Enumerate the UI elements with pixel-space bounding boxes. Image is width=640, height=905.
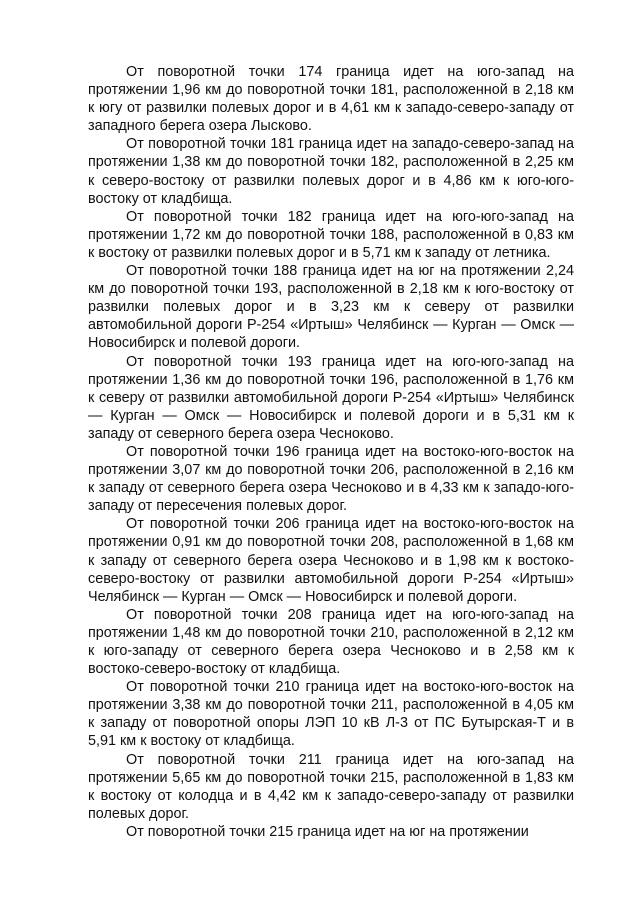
paragraph: От поворотной точки 196 граница идет на востоко-юго-восток на протяжении 3,07 км до поворотной точки 206, расположенной в 2,16 км к западу от северного берега озера Чесноково и в 4,33 км к западо-юго-западу от пересечения полевых дорог.	[88, 443, 574, 515]
paragraph: От поворотной точки 210 граница идет на востоко-юго-восток на протяжении 3,38 км до поворотной точки 211, расположенной в 4,05 км к западу от поворотной опоры ЛЭП 10 кВ Л-3 от ПС Бутырская-Т и в 5,91 км к востоку от кладбища.	[88, 679, 574, 750]
document-page	[88, 63, 574, 841]
paragraph: От поворотной точки 215 граница идет на юг на протяжении	[126, 823, 529, 840]
paragraph: От поворотной точки 206 граница идет на востоко-юго-восток на протяжении 0,91 км до поворотной точки 208, расположенной в 1,68 км к западу от северного берега озера Чесноково и в 1,98 км к востоко-северо-востоку от развилки автомобильной дороги Р-254 «Иртыш» Челябинск — Курган — Омск — Новосибирск и полевой дороги.	[88, 516, 574, 605]
paragraph: От поворотной точки 211 граница идет на юго-запад на протяжении 5,65 км до поворотной точки 215, расположенной в 1,83 км к востоку от колодца и в 4,42 км к западо-северо-западу от развилки полевых дорог.	[88, 751, 574, 822]
paragraph: От поворотной точки 193 граница идет на юго-юго-запад на протяжении 1,36 км до поворотной точки 196, расположенной в 1,76 км к северу от развилки автомобильной дороги Р-254 «Иртыш» Челябинск — Курган — Омск — Новосибирск и полевой дороги и в 5,31 км к западу от северного берега озера Чесноково.	[88, 353, 574, 442]
paragraph: От поворотной точки 188 граница идет на юг на протяжении 2,24 км до поворотной точки 193, расположенной в 2,18 км к юго-востоку от развилки полевых дорог и в 3,23 км к северу от развилки автомобильной дороги Р-254 «Иртыш» Челябинск — Курган — Омск — Новосибирск и полевой дороги.	[88, 263, 574, 352]
paragraph: От поворотной точки 182 граница идет на юго-юго-запад на протяжении 1,72 км до поворотной точки 188, расположенной в 0,83 км к востоку от развилки полевых дорог и в 5,71 км к западу от летника.	[88, 208, 574, 261]
paragraph: От поворотной точки 174 граница идет на юго-запад на протяжении 1,96 км до поворотной точки 181, расположенной в 2,18 км к югу от развилки полевых дорог и в 4,61 км к западо-северо-западу от западного берега озера Лысково.	[88, 64, 574, 135]
paragraph: От поворотной точки 181 граница идет на западо-северо-запад на протяжении 1,38 км до поворотной точки 182, расположенной в 2,25 км к северо-востоку от развилки полевых дорог и в 4,86 км к юго-юго-востоку от кладбища.	[88, 136, 574, 207]
paragraph: От поворотной точки 208 граница идет на юго-юго-запад на протяжении 1,48 км до поворотной точки 210, расположенной в 2,12 км к юго-западу от северного берега озера Чесноково и в 2,58 км к востоко-северо-востоку от кладбища.	[88, 606, 574, 678]
